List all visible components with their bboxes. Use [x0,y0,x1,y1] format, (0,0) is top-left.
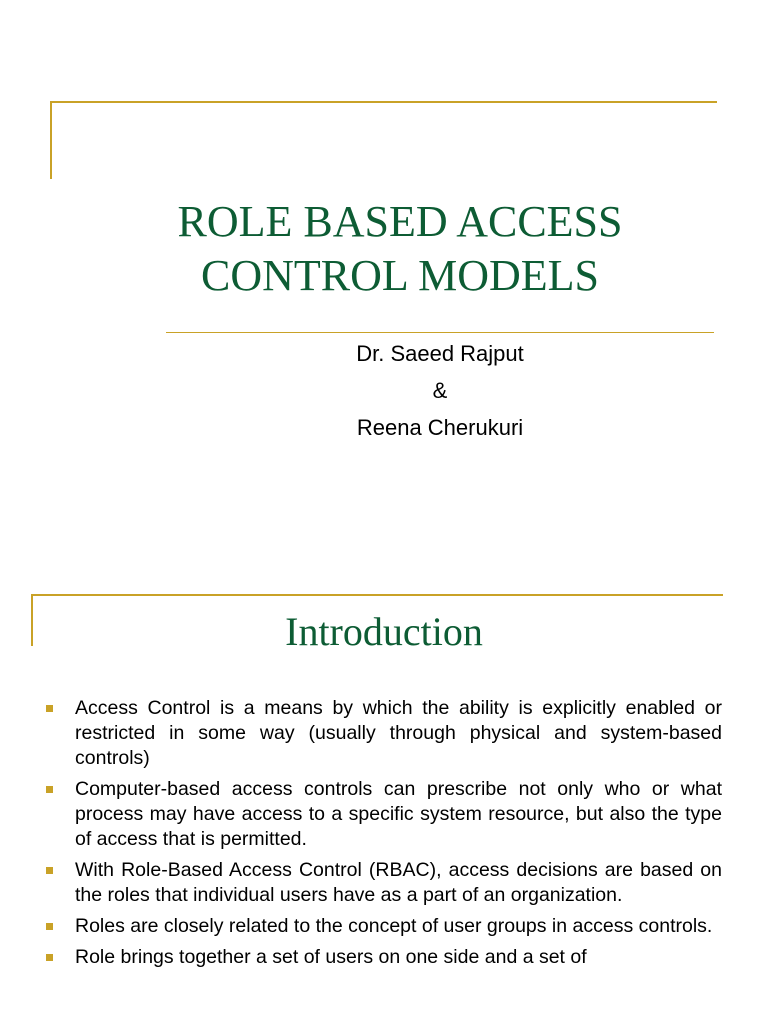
frame-left-line [50,101,52,179]
square-bullet-icon [46,705,53,712]
bullet-text: Role brings together a set of users on one side and a set of [75,946,587,968]
author-name-1: Dr. Saeed Rajput [356,341,524,366]
frame-top-line [31,594,723,596]
list-item [44,696,722,771]
slide-title [60,195,740,303]
title-underline [166,332,714,333]
list-item [44,858,722,908]
author-conjunction: & [432,378,448,403]
bullet-text: Computer-based access controls can prescribe not only who or what process may have access to a specific system resource, but also the type of access that is permitted. [75,778,722,850]
slide-title-line-2: CONTROL MODELS [200,251,600,300]
list-item [44,945,722,970]
frame-top-line [50,101,717,103]
introduction-slide [0,560,768,1024]
author-name-2: Reena Cherukuri [356,415,524,440]
author-block [240,335,640,446]
bullet-text: Roles are closely related to the concept of user groups in access controls. [75,915,713,937]
square-bullet-icon [46,923,53,930]
square-bullet-icon [46,954,53,961]
square-bullet-icon [46,867,53,874]
list-item [44,914,722,939]
section-title: Introduction [285,609,483,654]
square-bullet-icon [46,786,53,793]
list-item [44,777,722,852]
bullet-text: With Role-Based Access Control (RBAC), access decisions are based on the roles that individual users have as a part of an organization. [75,859,722,906]
bullet-list [44,696,722,976]
slide-title-line-1: ROLE BASED ACCESS [177,197,623,246]
bullet-text: Access Control is a means by which the ability is explicitly enabled or restricted in some way (usually through physical and system-based controls) [75,697,722,769]
